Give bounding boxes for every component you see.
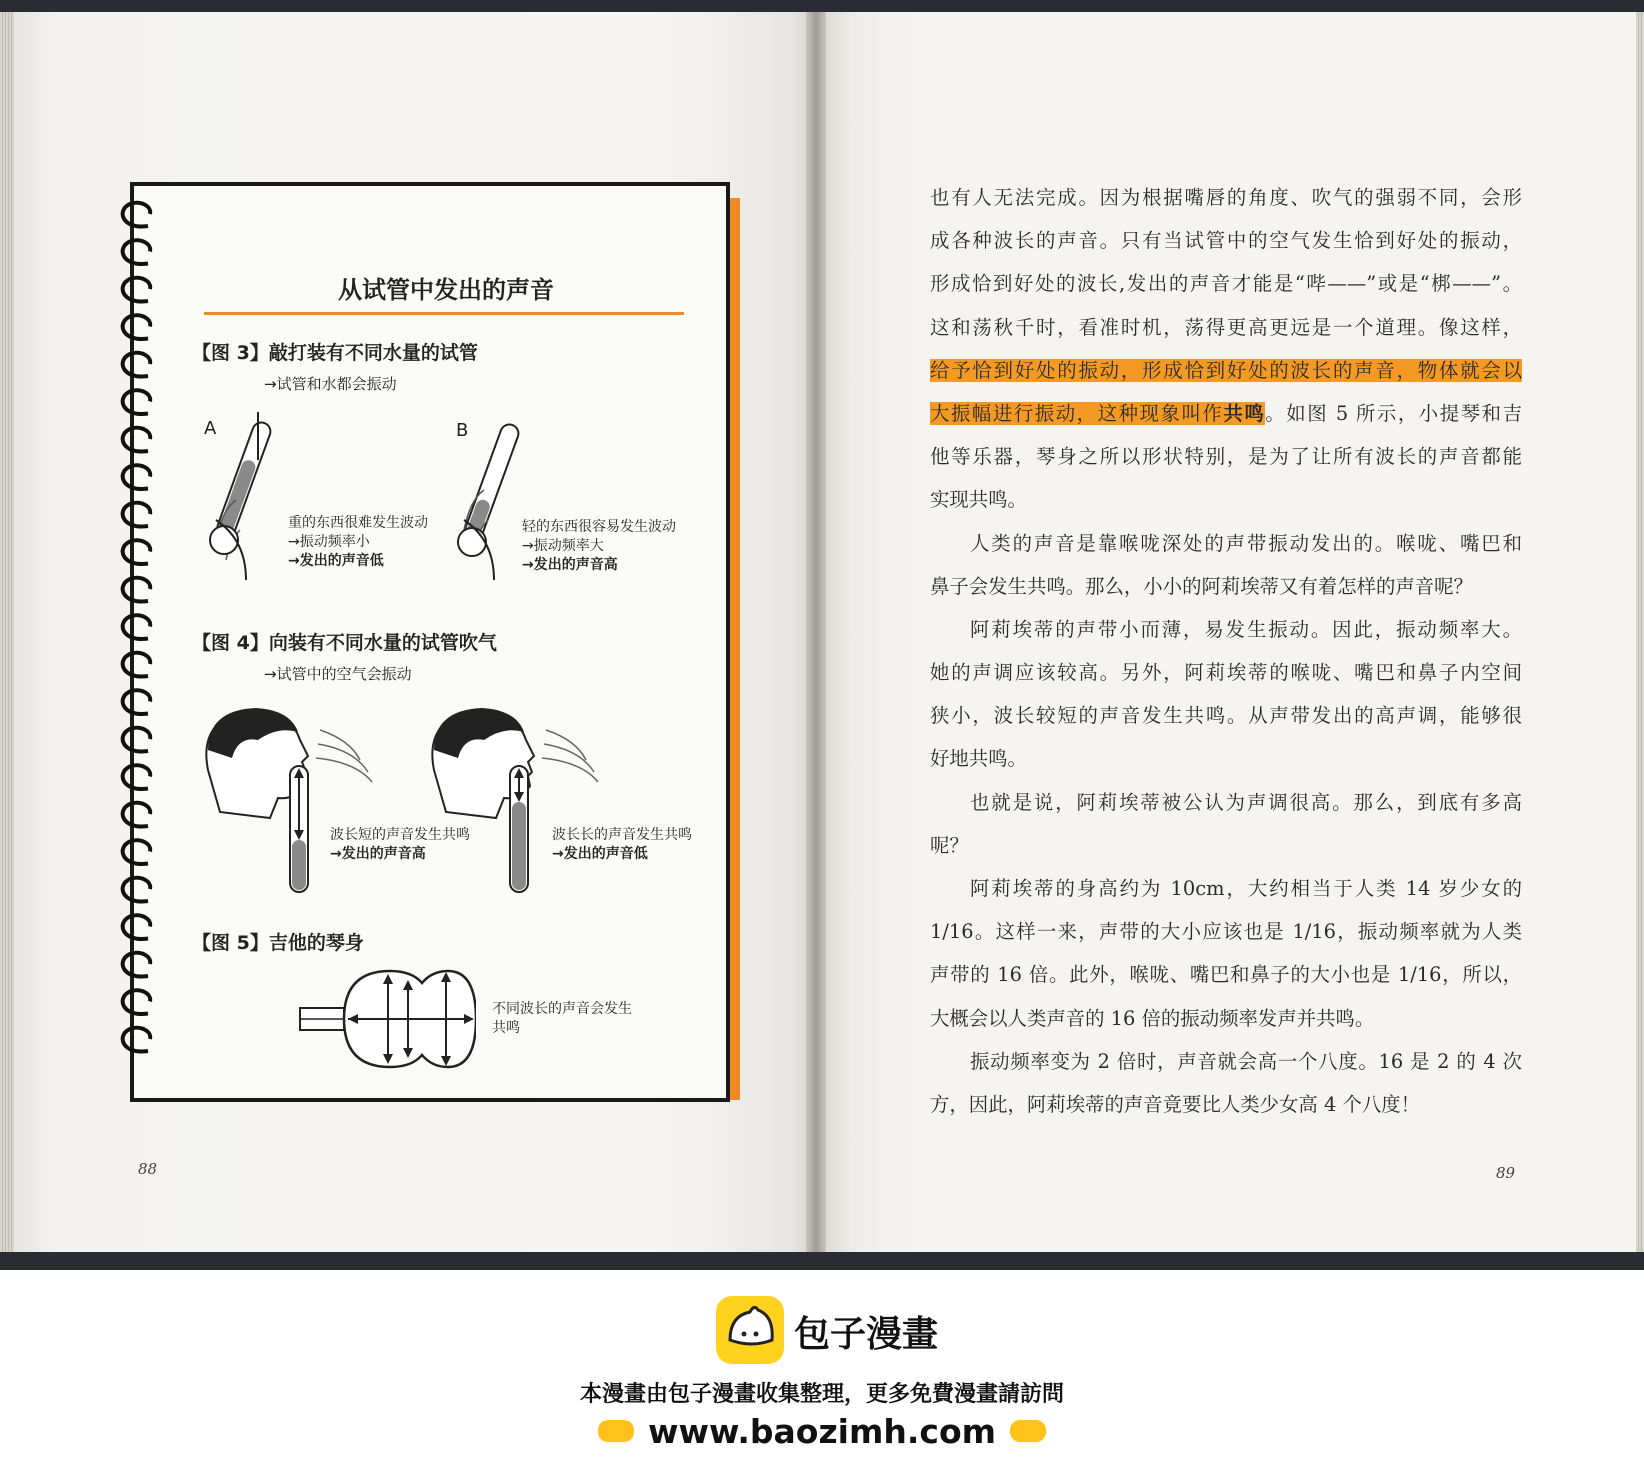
line-text: 人类的声音是靠喉咙深处的声带振动发出的。喉咙、嘴巴和 <box>970 531 1522 555</box>
line-text: 阿莉埃蒂的声带小而薄，易发生振动。因此，振动频率大。 <box>970 617 1522 641</box>
line-text: 呢？ <box>930 833 969 857</box>
fig3-caption-b <box>522 518 676 575</box>
text-line <box>930 565 1522 608</box>
line-text: 1/16。这样一来，声带的大小应该也是 1/16，振动频率就为人类 <box>930 920 1522 944</box>
text-line <box>930 262 1522 305</box>
fig3-heading: 【图 3】敲打装有不同水量的试管 <box>192 342 478 364</box>
fig3-label-a: A <box>204 418 217 439</box>
line-text: 狭小，波长较短的声音发生共鸣。从声带发出的高声调，能够很 <box>930 704 1522 728</box>
tube-b <box>463 422 521 541</box>
fig3-illustration <box>196 400 716 610</box>
spiral-ring <box>123 615 151 639</box>
line-text: 方，因此，阿莉埃蒂的声音竟要比人类少女高 4 个八度！ <box>930 1092 1421 1116</box>
title-rule <box>204 312 684 315</box>
text-line <box>930 953 1522 996</box>
line-text: 声带的 16 倍。此外，喉咙、嘴巴和鼻子的大小也是 1/16，所以， <box>930 963 1522 987</box>
left-page-edges <box>0 12 14 1252</box>
spiral-ring <box>123 728 151 752</box>
page-number-left: 88 <box>138 1160 158 1178</box>
highlighted-text: 大振幅进行振动，这种现象叫作共鸣 <box>930 401 1266 425</box>
text-line <box>930 997 1522 1040</box>
pointing-hand-left-icon <box>1010 1420 1046 1442</box>
fig3-b-line3: →发出的声音高 <box>522 557 618 573</box>
text-line <box>930 219 1522 262</box>
fig5-caption <box>492 1000 632 1038</box>
fig3-a-line1: 重的东西很难发生波动 <box>288 515 428 531</box>
text-line <box>930 435 1522 478</box>
tube-a <box>215 420 273 539</box>
spiral-ring <box>123 690 151 714</box>
fig3-label-b: B <box>456 420 469 441</box>
fig4-left-line1: 波长短的声音发生共鸣 <box>330 827 470 843</box>
text-line <box>930 1040 1522 1083</box>
banner-notice: 本漫畫由包子漫畫收集整理，更多免費漫畫請訪問 <box>579 1382 1064 1407</box>
text-line <box>930 1083 1522 1126</box>
fig4-heading: 【图 4】向装有不同水量的试管吹气 <box>192 632 497 654</box>
highlighted-text: 给予恰到好处的振动，形成恰到好处的波长的声音，物体就会以 <box>930 358 1522 382</box>
text-line <box>930 781 1522 824</box>
tube-left <box>290 766 308 892</box>
text-line <box>930 392 1522 435</box>
spiral-ring <box>123 953 151 977</box>
spiral-ring <box>123 765 151 789</box>
line-text: 形成恰到好处的波长,发出的声音才能是“哔——”或是“梆——”。 <box>930 272 1522 296</box>
spiral-ring <box>123 1028 151 1052</box>
line-text: 也就是说，阿莉埃蒂被公认为声调很高。那么，到底有多高 <box>970 790 1522 814</box>
logo-text: 包子漫畫 <box>794 1314 939 1355</box>
page-number-right: 89 <box>1496 1164 1516 1182</box>
fig4-illustration <box>190 690 710 900</box>
line-text: 也有人无法完成。因为根据嘴唇的角度、吹气的强弱不同，会形 <box>930 186 1522 209</box>
fig5-line2: 共鸣 <box>492 1020 520 1036</box>
text-line <box>930 867 1522 910</box>
line-text: 成各种波长的声音。只有当试管中的空气发生恰到好处的振动， <box>930 229 1522 253</box>
line-text: 实现共鸣。 <box>930 488 1027 512</box>
spiral-ring <box>123 803 151 827</box>
spiral-ring <box>123 840 151 864</box>
spiral-ring <box>123 353 151 377</box>
line-text: 她的声调应该较高。另外，阿莉埃蒂的喉咙、嘴巴和鼻子内空间 <box>930 661 1522 685</box>
text-line <box>930 478 1522 521</box>
fig3-a-line2: →振动频率小 <box>288 534 370 550</box>
line-text: 好地共鸣。 <box>930 747 1027 771</box>
fig4-left-line2: →发出的声音高 <box>330 846 426 862</box>
fig4-sub: →试管中的空气会振动 <box>264 665 412 683</box>
line-text: 。如图 5 所示，小提琴和吉 <box>1265 401 1523 425</box>
line-text: 他等乐器，琴身之所以形状特别，是为了让所有波长的声音都能 <box>930 445 1522 469</box>
spiral-ring <box>123 878 151 902</box>
line-text: 大概会以人类声音的 16 倍的振动频率发声并共鸣。 <box>930 1006 1375 1030</box>
fig4-right-line1: 波长长的声音发生共鸣 <box>552 827 692 843</box>
spiral-ring <box>123 428 151 452</box>
fig5-line1: 不同波长的声音会发生 <box>492 1001 632 1017</box>
fig3-b-line1: 轻的东西很容易发生波动 <box>522 519 676 535</box>
spiral-ring <box>123 915 151 939</box>
bold-term: 共鸣 <box>1223 401 1266 425</box>
right-page-edges <box>1636 12 1644 1252</box>
fig3-b-line2: →振动频率大 <box>522 538 604 554</box>
text-line <box>930 694 1522 737</box>
spiral-ring <box>123 315 151 339</box>
fig4-right-line2: →发出的声音低 <box>552 846 648 862</box>
book-gutter <box>806 12 826 1252</box>
line-text: 振动频率变为 2 倍时，声音就会高一个八度。16 是 2 的 4 次 <box>970 1049 1522 1073</box>
spiral-ring <box>123 465 151 489</box>
spiral-binding <box>112 196 162 1076</box>
spiral-ring <box>123 503 151 527</box>
spiral-ring <box>123 653 151 677</box>
fig4-caption-left <box>330 826 470 864</box>
pointing-hand-right-icon <box>598 1420 634 1442</box>
fig5-heading: 【图 5】吉他的琴身 <box>192 932 364 954</box>
fig3-sub: →试管和水都会振动 <box>264 375 397 393</box>
text-line <box>930 910 1522 953</box>
text-line <box>930 608 1522 651</box>
spiral-ring <box>123 203 151 227</box>
guitar-body-illustration <box>296 964 476 1084</box>
spiral-ring <box>123 578 151 602</box>
box-title: 从试管中发出的声音 <box>338 276 554 304</box>
fig3-a-line3: →发出的声音低 <box>288 553 384 569</box>
line-text: 鼻子会发生共鸣。那么，小小的阿莉埃蒂又有着怎样的声音呢？ <box>930 574 1473 598</box>
text-line <box>930 737 1522 780</box>
right-page-text <box>930 176 1522 1126</box>
line-text: 阿莉埃蒂的身高约为 10cm，大约相当于人类 14 岁少女的 <box>970 877 1522 900</box>
spiral-ring <box>123 240 151 264</box>
spiral-ring <box>123 540 151 564</box>
text-line <box>930 651 1522 694</box>
spiral-ring <box>123 990 151 1014</box>
tube-right <box>510 766 528 892</box>
line-text: 这和荡秋千时，看准时机，荡得更高更远是一个道理。像这样， <box>930 315 1522 339</box>
fig4-caption-right <box>552 826 692 864</box>
text-line <box>930 306 1522 349</box>
baozi-logo-icon <box>716 1296 784 1364</box>
text-line <box>930 176 1522 219</box>
banner-url-row[interactable] <box>0 1412 1644 1451</box>
fig3-caption-a <box>288 514 428 571</box>
text-line <box>930 824 1522 867</box>
text-line <box>930 349 1522 392</box>
text-line <box>930 522 1522 565</box>
spiral-ring <box>123 390 151 414</box>
spiral-ring <box>123 278 151 302</box>
site-url-link[interactable]: www.baozimh.com <box>648 1412 996 1451</box>
